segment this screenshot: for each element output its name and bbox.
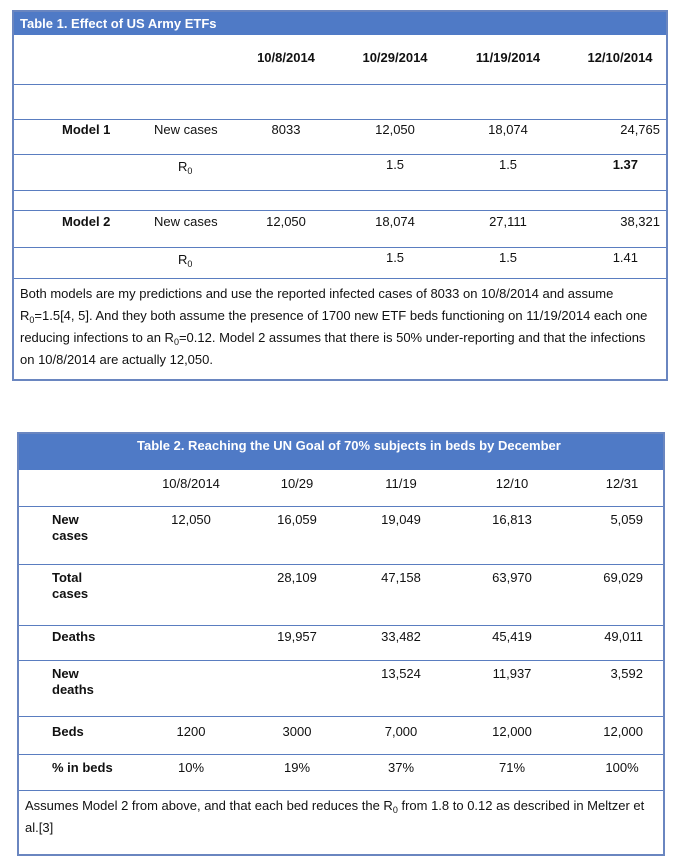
table-2-cell: 37% [387,760,415,775]
table-2-cell: 3000 [282,724,312,739]
r0-label: $R_0$ [178,159,193,176]
row-divider [19,716,663,717]
table-2-cell: 3,592 [610,666,643,681]
table-2-cell: 19,957 [277,629,317,644]
new-cases-label: New cases [154,122,218,137]
table-2-title-bar [19,434,663,470]
table-1-footnote: Both models are my predictions and use the reported infected cases of 8033 on 10/8/2014 and assume $R_0=1.5[4$, 5]. And they both assume the presence of 1700 new ETF beds functioning on 11/19/2014 each one reducing infections to an $R_0=0.12$. Model 2 assumes that there is 50% under-reporting and that the infections on 10/8/2014 are actually 12,050. [20,286,648,367]
table-2-date-header: 11/19 [385,476,417,491]
table-2-cell: 5,059 [610,512,643,527]
row-divider [14,154,666,155]
row-divider [14,278,666,279]
row-label: Beds [52,724,84,739]
table-2-cell: 47,158 [381,570,421,585]
row-divider [14,190,666,191]
table-1 [12,10,668,381]
table-1-date-header: 11/19/2014 [475,50,541,65]
row-divider [19,754,663,755]
table-2-cell: 1200 [176,724,206,739]
table-2-title: Table 2. Reaching the UN Goal of 70% subjects in beds by December [137,438,561,453]
table-1-title: Table 1. Effect of US Army ETFs [20,16,217,31]
table-2-cell: 49,011 [604,629,643,644]
table-1-cell: 1.5 [385,250,405,265]
row-divider [14,247,666,248]
table-1-title-bar [14,12,666,35]
table-2-cell: 33,482 [381,629,421,644]
table-1-date-header: 10/8/2014 [257,50,315,65]
table-2-cell: 19% [283,760,311,775]
table-2-cell: 16,813 [492,512,532,527]
table-2-cell: 7,000 [384,724,418,739]
table-2-cell: 100% [605,760,639,775]
r0-label: $R_0$ [178,252,193,269]
table-2-cell: 45,419 [492,629,532,644]
table-2-cell: 16,059 [277,512,317,527]
table-1-cell: 1.41 [612,250,638,265]
row-label: % in beds [52,760,113,775]
row-divider [19,506,663,507]
row-divider [14,119,666,120]
table-2-cell: 28,109 [277,570,317,585]
table-2-cell: 13,524 [381,666,421,681]
table-1-cell: 1.5 [498,157,518,172]
table-1-cell: 1.5 [498,250,518,265]
model-2-label: Model 2 [62,214,111,229]
table-2-date-header: 10/8/2014 [162,476,220,491]
row-divider [19,564,663,565]
table-2-cell: 12,000 [603,724,643,739]
table-1-date-header: 10/29/2014 [362,50,428,65]
table-2-cell: 71% [498,760,526,775]
table-1-cell: 18,074 [375,214,415,229]
table-1-cell: 12,050 [375,122,415,137]
row-label: Deaths [52,629,96,644]
table-1-cell: 27,111 [489,214,527,229]
table-2-cell: 63,970 [492,570,532,585]
row-divider [14,210,666,211]
table-1-date-header: 12/10/2014 [587,50,653,65]
table-2 [17,432,665,856]
table-2-cell: 11,937 [492,666,532,681]
row-divider [14,84,666,85]
row-label: New cases [52,512,89,543]
table-1-cell: 38,321 [620,214,660,229]
row-divider [19,625,663,626]
model-1-label: Model 1 [62,122,111,137]
table-2-cell: 12,050 [171,512,211,527]
new-cases-label: New cases [154,214,218,229]
table-1-cell: 24,765 [620,122,660,137]
table-1-cell: 1.37 [612,157,638,172]
table-1-cell: 18,074 [488,122,528,137]
table-2-footnote: Assumes Model 2 from above, and that each bed reduces the $R_0$ from 1.8 to 0.12 as described in Meltzer et al.[3] [25,798,645,835]
row-divider [19,790,663,791]
table-2-cell: 19,049 [381,512,421,527]
table-2-date-header: 10/29 [280,476,314,491]
row-divider [19,660,663,661]
table-2-cell: 10% [177,760,205,775]
table-1-cell: 12,050 [266,214,306,229]
table-2-date-header: 12/31 [605,476,639,491]
table-1-cell: 8033 [271,122,301,137]
table-2-cell: 12,000 [492,724,532,739]
row-label: Total cases [52,570,89,601]
table-1-cell: 1.5 [385,157,405,172]
table-2-date-header: 12/10 [495,476,529,491]
row-label: New deaths [52,666,94,697]
table-2-cell: 69,029 [603,570,643,585]
